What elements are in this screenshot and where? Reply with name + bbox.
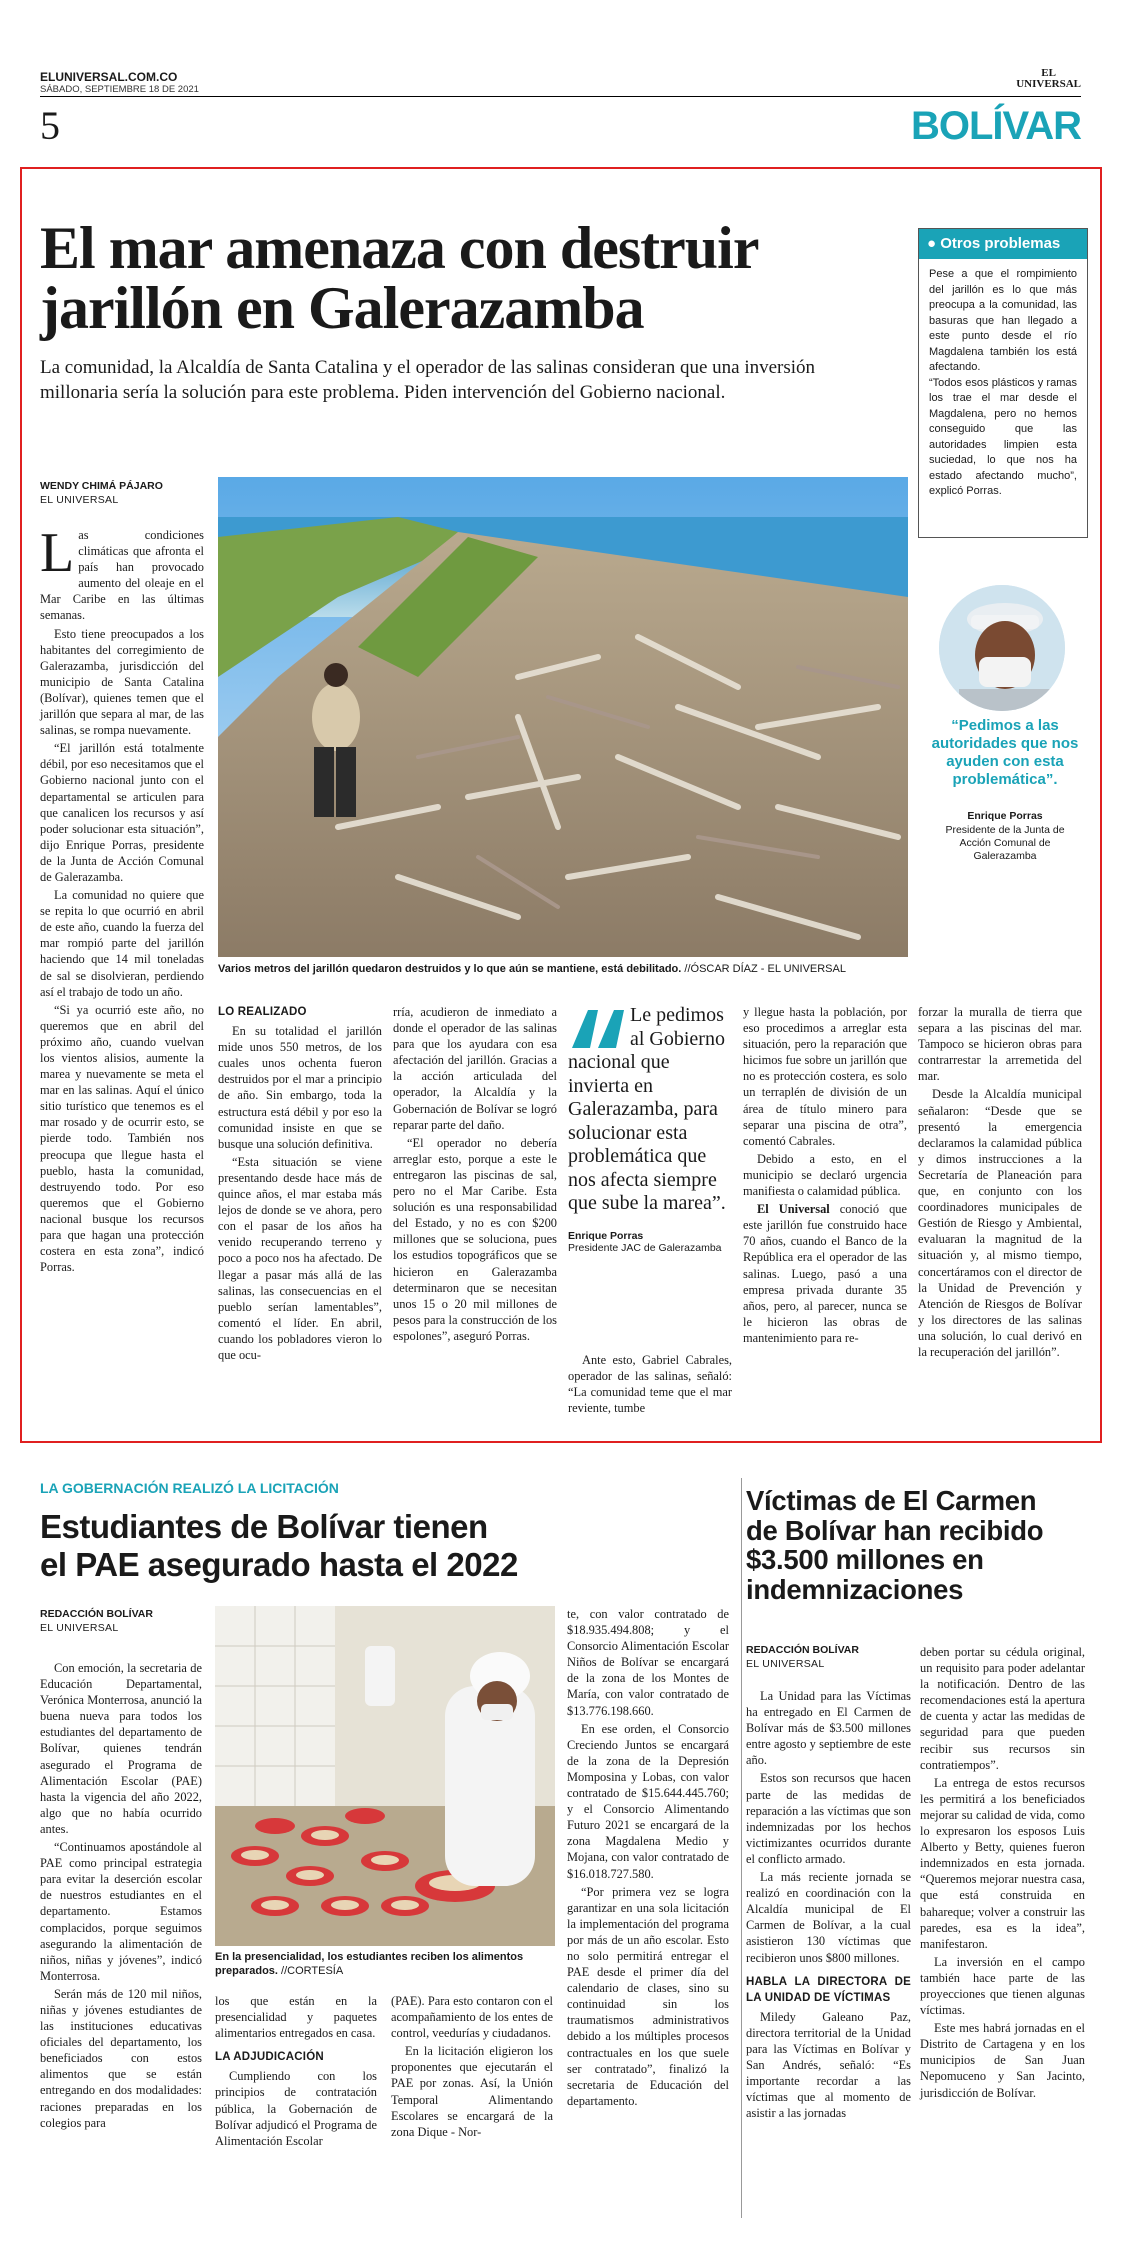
story2-col3-p2: En la licitación eligieron los proponentes que ejecutarán el PAE por zonas. Así, la Unión Temporal Alimentando Escolares se encargará de la zona Dique - Nor-: [391, 2044, 553, 2139]
pae-photo: [215, 1606, 555, 1946]
main-col5-p2: Debido a esto, en el municipio se declaró urgencia manifiesta o calamidad pública.: [743, 1151, 907, 1199]
main-col6-p1: forzar la muralla de tierra que separa a las piscinas del mar. Tampoco se hicieron obras para contrarrestar la arremetida del mar.: [918, 1005, 1082, 1084]
story3-headline-line2: de Bolívar han recibido: [746, 1514, 1044, 1546]
main-col3-p2: “El operador no debería arreglar esto, porque a este le entregaron las piscinas de sal, pero no el Mar Caribe. Esta solución es una responsabilidad del Estado, y no es con $200 millones que se soluciona, pues los estudios topográficos que se hicieron en Galerazamba determinaron que se necesitan unos 15 o 20 mil millones de pesos para la construcción de los espolones”, aseguró Porras.: [393, 1135, 557, 1343]
sidebar-header: [919, 229, 1087, 259]
main-headline-line2: jarillón en Galerazamba: [40, 275, 644, 341]
story2-headline: [40, 1508, 740, 1584]
issue-date: SÁBADO, SEPTIEMBRE 18 DE 2021: [40, 84, 199, 95]
logo: [1016, 68, 1081, 90]
main-col1-p5: “Si ya ocurrió este año, no queremos que en abril del próximo año, cuando vuelvan los vientos alisios, aumente la marea y nuevamente se meta el mar en las salinas. Aquí el único sitio turístico que tenemos es el mar rosado y de ocurrir esto, se pierde todo. También nos preocupa que llegue hasta el pueblo, hasta la comunidad, destruyendo todo. Por eso queremos que el Gobierno nacional busque los recursos para que hagan una protección costera en esta zona”, indicó Porras.: [40, 1002, 204, 1275]
story3-headline-line3: $3.500 millones en: [746, 1544, 984, 1575]
main-col2-p1: En su totalidad el jarillón mide unos 550 metros, de los cuales unos ochenta fueron destruidos por el mar a principio de año. Sin embargo, toda la estructura está débil y por eso la comunidad insiste en que se busque una solución definitiva.: [218, 1024, 382, 1151]
story3-col1-p4: Miledy Galeano Paz, directora territorial de la Unidad para las Víctimas en Bolívar y San Andrés, señaló: “Es importante recordar a las víctimas que al momento de asistir a las jornadas: [746, 2009, 911, 2121]
story2-col2-p2: Cumpliendo con los principios de contratación pública, la Gobernación de Bolívar adjudicó el Programa de Alimentación Escolar: [215, 2069, 377, 2148]
sidebar-quote-role: Presidente de la Junta de Acción Comunal de Galerazamba: [945, 824, 1065, 862]
pull-quote-name: Enrique Porras: [568, 1229, 644, 1242]
main-headline: [40, 215, 910, 341]
story3-col2-p2: La entrega de estos recursos les permitirá a los beneficiados mejorar su calidad de vida, como lo expresaron los esposos Luis Alberto y Betty, quienes fueron indemnizados en esta jornada. “Queremos mejorar nuestra casa, que está construida en bahareque; volver a construir las paredes, esa es la idea”, manifestaron.: [920, 1775, 1085, 1951]
main-photo-credit: //ÓSCAR DÍAZ - EL UNIVERSAL: [681, 963, 846, 975]
sidebar-text: [919, 259, 1087, 508]
main-col1-p3: “El jarillón está totalmente débil, por eso necesitamos que el Gobierno nacional junto con el departamental se articulen para que canalicen los recursos y así poder solucionar esta situación”, dijo Enrique Porras, presidente de la Junta de Acción Comunal de Galerazamba.: [40, 741, 204, 884]
story2-outlet: EL UNIVERSAL: [40, 1622, 119, 1634]
story2-col3-p1: (PAE). Para esto contaron con el acompañamiento de los entes de control, veedurías y ciudadanos.: [391, 1994, 553, 2041]
story3-outlet: EL UNIVERSAL: [746, 1658, 825, 1670]
section-name: BOLÍVAR: [910, 104, 1081, 148]
story3-author: REDACCIÓN BOLÍVAR: [746, 1644, 859, 1656]
story3-col1-p1: La Unidad para las Víctimas ha entregado en El Carmen de Bolívar más de $3.500 millones entre agosto y septiembre de este año.: [746, 1689, 911, 1768]
story3-col1-heading: HABLA LA DIRECTORA DE LA UNIDAD DE VÍCTIMAS: [746, 1975, 911, 2004]
story2-caption-credit: //CORTESÍA: [277, 1965, 344, 1977]
main-author: WENDY CHIMÁ PÁJARO: [40, 480, 163, 492]
story3-col2-p3: La inversión en el campo también hace parte de las proyecciones que tienen algunas víctimas.: [920, 1954, 1085, 2018]
dropcap: L: [40, 522, 75, 584]
story2-col-2: [215, 1993, 377, 2151]
main-deck: La comunidad, la Alcaldía de Santa Catalina y el operador de las salinas consideran que una inversión millonaria sería la solución para este problema. Piden intervención del Gobierno nacional.: [40, 357, 816, 403]
story2-col-3: [391, 1993, 553, 2142]
sidebar-p2: “Todos esos plásticos y ramas los trae el mar desde el Magdalena, pero no hemos conseguido que las autoridades limpien esta suciedad, lo que nos ha estado afectando mucho”, explicó Porras.: [929, 376, 1077, 497]
portrait-illustration: [939, 585, 1065, 711]
site-url[interactable]: ELUNIVERSAL.COM.CO: [40, 70, 178, 84]
main-col1-p1-text: as condiciones climáticas que afronta el país han provocado aumento del oleaje en el Mar Caribe en las últimas semanas.: [40, 528, 204, 623]
main-col-6: [918, 1004, 1082, 1362]
main-col4-p1: Ante esto, Gabriel Cabrales, operador de las salinas, señaló: “La comunidad teme que el mar reviente, tumbe: [568, 1353, 732, 1416]
main-col1-p4: La comunidad no quiere que se repita lo que ocurrió en abril de este año, cuando la fuerza del mar rompió parte del jarillón haciendo que 14 mil toneladas de sal se disolvieran, perdiendo así el trabajo de todo un año.: [40, 888, 204, 999]
story2-headline-line2: el PAE asegurado hasta el 2022: [40, 1546, 518, 1583]
story2-caption-text: En la presencialidad, los estudiantes reciben los alimentos preparados.: [215, 1951, 524, 1977]
story3-col-2: [920, 1644, 1085, 2103]
main-col2-heading: LO REALIZADO: [218, 1006, 307, 1018]
story3-headline-line4: indemnizaciones: [746, 1573, 964, 1605]
main-col5-p3: [743, 1201, 907, 1346]
main-outlet: EL UNIVERSAL: [40, 494, 119, 506]
quote-portrait: [939, 585, 1065, 711]
main-col-2: [218, 1004, 382, 1365]
story2-headline-line1: Estudiantes de Bolívar tienen: [40, 1508, 488, 1545]
logo-bottom: UNIVERSAL: [1016, 78, 1081, 90]
sidebar-p1: Pese a que el rompimiento del jarillón es lo que más preocupa a la comunidad, las basuras que han llegado a este punto desde el río Magdalena también los está afectando.: [929, 268, 1077, 373]
main-col6-p2: Desde la Alcaldía municipal señalaron: “Desde que se presentó la emergencia declaramos la calamidad pública y dimos instrucciones a la Secretaría de Planeación para que, en conjunto con los coordinadores municipales de Gestión de Riesgo y Ambiental, evaluaran la magnitud de la situación y, al mismo tiempo, concertáramos con el director de la Unidad de Prevención y Atención de Riesgos de Bolívar y los directores de las salinas una solución, lo cual derivó en la recuperación del jarillón”.: [918, 1087, 1082, 1359]
jarillon-photo-illustration: [218, 477, 908, 957]
main-col-1: [40, 522, 204, 1277]
jarillon-photo: [218, 477, 908, 957]
main-col-4-tail: [568, 1352, 732, 1418]
main-col-5: [743, 1004, 907, 1348]
sidebar-pull-quote: “Pedimos a las autoridades que nos ayuden con esta problemática”.: [931, 717, 1079, 788]
main-col5-p1: y llegue hasta la población, por eso procedimos a arreglar esta situación, pero la reparación que hicimos fue sobre un jarillón que no es protección costera, es solo un terraplén de división de un área de título minero para separar una piscina de otra”, comentó Cabrales.: [743, 1005, 907, 1148]
story2-col4-p3: “Por primera vez se logra garantizar en una sola licitación la implementación del programa por más de un año escolar. Esto no solo permitirá entregar el PAE desde el primer día del calendario de clases, sino su continuidad sin los traumatismos administrativos debido a los múltiples procesos contractuales en los que suele ser contratado”, finalizó la secretaria de Educación del departamento.: [567, 1884, 729, 2108]
story2-caption: [215, 1950, 555, 1978]
story3-col2-p4: Este mes habrá jornadas en el Distrito de Cartagena y en los municipios de San Juan Nepomuceno y San Jacinto, jurisdicción de Bolívar.: [920, 2021, 1085, 2100]
story2-col1-p1: Con emoción, la secretaria de Educación Departamental, Verónica Monterrosa, anunció la buena nueva para todos los estudiantes del departamento de Bolívar, quienes tendrán asegurado el Programa de Alimentación Escolar (PAE) hasta la vigencia del año 2022, algo que no había ocurrido antes.: [40, 1661, 202, 1836]
main-col1-p2: Esto tiene preocupados a los habitantes del corregimiento de Galerazamba, jurisdicción del municipio de Santa Catalina (Bolívar), quienes temen que el jarillón que separa al mar, de las salinas, se rompa nuevamente.: [40, 626, 204, 738]
main-col-3: [393, 1004, 557, 1346]
pull-quote-block: [568, 1004, 732, 1254]
main-photo-caption-text: Varios metros del jarillón quedaron destruidos y lo que aún se mantiene, está debilitado.: [218, 963, 682, 975]
story2-col1-p3: Serán más de 120 mil niños, niñas y jóvenes estudiantes de las instituciones educativas oficiales del departamento, los beneficiados con estos alimentos que se están entregando en dos modalidades: raciones preparadas en los colegios para: [40, 1986, 202, 2130]
story2-author: REDACCIÓN BOLÍVAR: [40, 1608, 153, 1620]
story3-headline: [746, 1486, 1086, 1604]
main-photo-caption: [218, 962, 908, 976]
page-number: 5: [40, 103, 60, 148]
story3-col2-p1: deben portar su cédula original, un requisito para poder adelantar la notificación. Dentro de las recomendaciones está la apertura de cuenta y actar las medidas de seguridad para que pueden recibir sus recursos sin contratiempos”.: [920, 1645, 1085, 1772]
main-col5-p3-text: conoció que este jarillón fue construido hace 70 años, cuando el Banco de la República era el operador de las salinas. Luego, pasó a una empresa privada durante 35 años, pero, al parecer, nunca se le hicieron las obras de mantenimiento para re-: [743, 1202, 908, 1345]
story2-col-1: [40, 1660, 202, 2133]
story2-col1-p2: “Continuamos apostándole al PAE como principal estrategia para evitar la deserción escolar de nuestros estudiantes en el departamento. Estamos complacidos, porque seguimos asegurando la alimentación de niños, niñas y jóvenes”, indicó Monterrosa.: [40, 1840, 202, 1983]
story2-kicker: LA GOBERNACIÓN REALIZÓ LA LICITACIÓN: [40, 1480, 339, 1496]
story-divider: [741, 1478, 742, 2218]
story2-col2-heading: LA ADJUDICACIÓN: [215, 2051, 324, 2064]
story2-col4-p2: En ese orden, el Consorcio Creciendo Juntos se encargará de la zona de la Depresión Momposina y Lobas, con valor contratado de $15.644.445.760; y el Consorcio Alimentando Futuro 2021 se encargará de la zona Magdalena Medio y Mojana, con valor contratado de $16.018.727.580.: [567, 1721, 729, 1881]
main-col2-p2: “Esta situación se viene presentando desde hace más de quince años, el mar estaba más lejos de donde se ve ahora, pero con el pasar de los años ha venido recuperando terreno y poco a poco nos ha afectado. De llegar a pasar más allá de las salinas, las consecuencias en el pueblo serían lamentables”, comentó el líder. En abril, cuando los pobladores vieron lo que ocu-: [218, 1154, 382, 1362]
pae-photo-illustration: [215, 1606, 555, 1946]
pull-quote-text: Le pedimos al Gobierno nacional que invierta en Galerazamba, para solucionar esta problemática que nos afecta siempre que sube la marea”.: [568, 1004, 726, 1214]
sidebar-box: [918, 228, 1088, 538]
story3-headline-line1: Víctimas de El Carmen: [746, 1485, 1037, 1516]
story3-col-1: [746, 1688, 911, 2123]
story2-col2-p1: los que están en la presencialidad y paquetes alimentarios entregados en casa.: [215, 1994, 377, 2041]
sidebar-quote-name: Enrique Porras: [967, 810, 1043, 822]
pull-quote-role: Presidente JAC de Galerazamba: [568, 1241, 722, 1254]
sidebar-label: Otros problemas: [940, 235, 1061, 252]
main-col5-p3-bold: El Universal: [757, 1202, 830, 1217]
story2-col-4: [567, 1606, 729, 2111]
header-rule: [40, 96, 1081, 97]
sidebar-dot-icon: ●: [927, 235, 937, 252]
main-col3-p1: rría, acudieron de inmediato a donde el operador de las salinas para que los ayudara con esa afectación del jarillón. Gracias a la acción articulada del operador, la Alcaldía y la Gobernación de Bolívar se logró reparar parte del daño.: [393, 1005, 557, 1132]
story2-col4-p1: te, con valor contratado de $18.935.494.808; y el Consorcio Alimentación Escolar Niños de Bolívar se encargará de la zona de los Montes de María, con valor contratado de $13.776.198.660.: [567, 1607, 729, 1718]
logo-top: EL: [1041, 67, 1056, 79]
story3-col1-p2: Estos son recursos que hacen parte de las medidas de reparación a las víctimas que son indemnizadas por los hechos victimizantes ocurridos durante el conflicto armado.: [746, 1771, 911, 1866]
story3-col1-p3: La más reciente jornada se realizó en coordinación con la Alcaldía municipal de El Carmen de Bolívar, a la cual asistieron 130 víctimas que recibieron unos $800 millones.: [746, 1870, 911, 1965]
quote-mark-icon: [568, 1006, 624, 1050]
main-col1-p1: [40, 522, 204, 624]
main-headline-line1: El mar amenaza con destruir: [40, 215, 759, 281]
